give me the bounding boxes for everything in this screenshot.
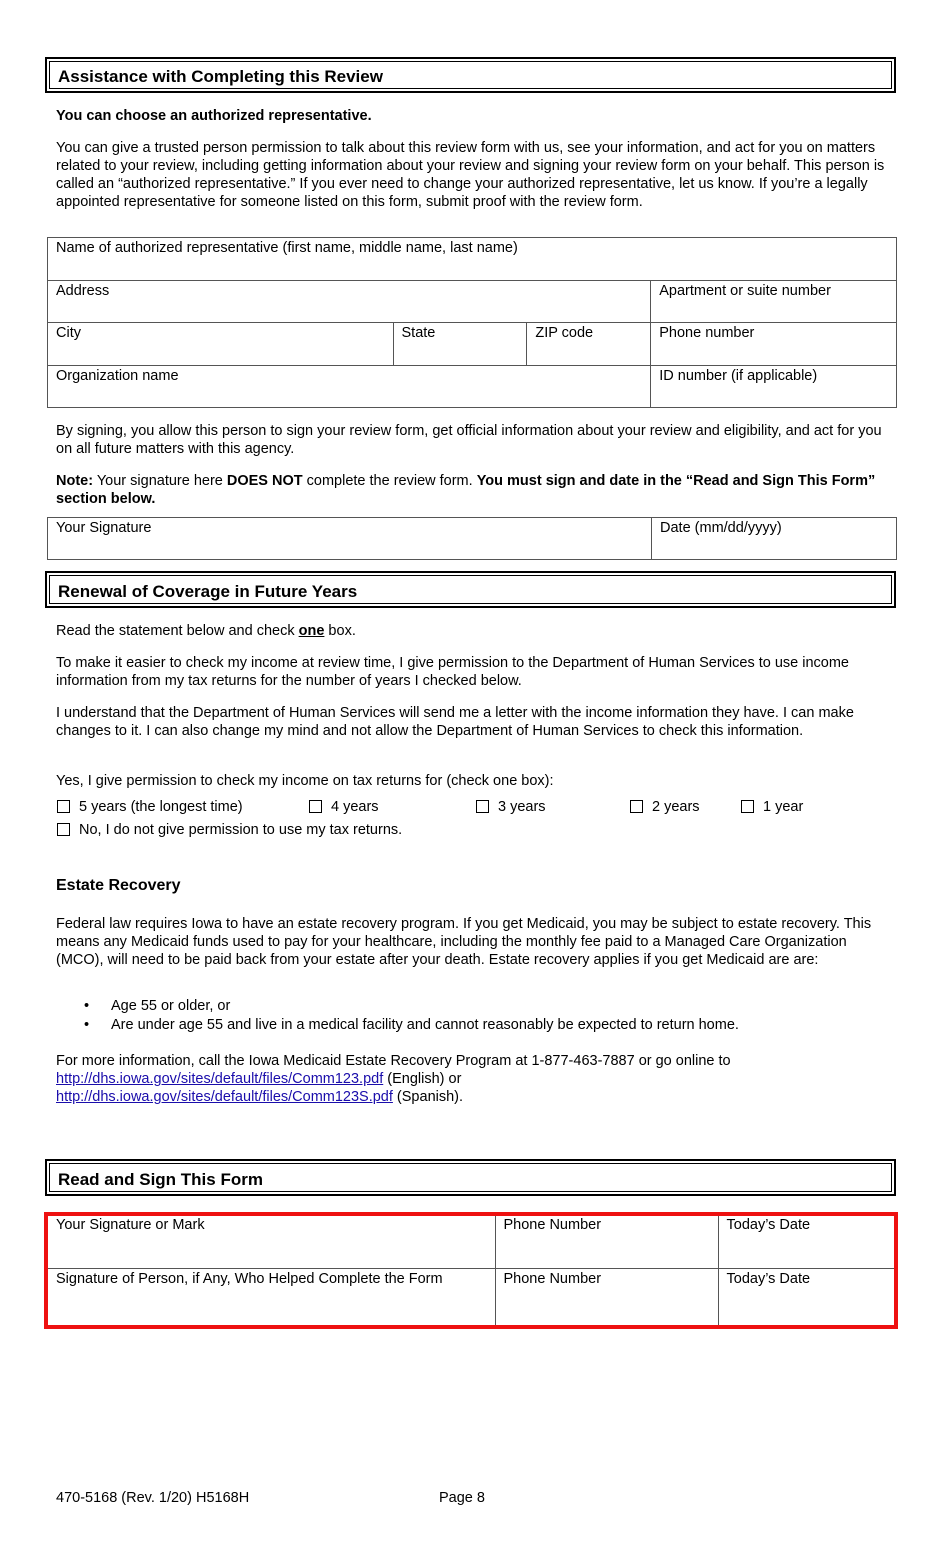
estate-bullet-list — [84, 997, 739, 1035]
option-3-years[interactable] — [476, 799, 546, 815]
rep-city-field[interactable]: City — [48, 323, 394, 366]
assist-section-title: Assistance with Completing this Review — [49, 61, 892, 89]
option-4-years[interactable] — [309, 799, 379, 815]
note-label: Note: — [56, 473, 94, 489]
option-4-years-label: 4 years — [331, 799, 379, 815]
estate-bullet-2: • Are under age 55 and live in a medical facility and cannot reasonably be expected to return home. — [84, 1016, 739, 1035]
renewal-p3: Yes, I give permission to check my income on tax returns for (check one box): — [56, 773, 554, 789]
checkbox-5-years[interactable] — [57, 800, 70, 813]
estate-title: Estate Recovery — [56, 877, 181, 894]
rep-signature-field[interactable]: Your Signature — [48, 518, 652, 560]
note-text-2: complete the review form. — [302, 473, 477, 489]
estate-bullet-1: • Age 55 or older, or — [84, 997, 739, 1016]
renewal-instruction-em: one — [298, 623, 325, 639]
note-bold-2: You must sign and date in the “Read and Sign This Form” section below. — [56, 473, 876, 507]
applicant-phone-field[interactable]: Phone Number — [495, 1215, 718, 1268]
signature-highlight-box — [44, 1212, 898, 1329]
rep-signature-table — [47, 517, 897, 560]
rep-address-field[interactable]: Address — [48, 281, 651, 323]
checkbox-3-years[interactable] — [476, 800, 489, 813]
checkbox-no-permission[interactable] — [57, 823, 70, 836]
note-paragraph — [56, 472, 896, 508]
form-id: 470-5168 (Rev. 1/20) H5168H — [56, 1490, 250, 1506]
checkbox-1-year[interactable] — [741, 800, 754, 813]
english-link-suffix: (English) or — [383, 1071, 462, 1087]
renewal-p1: To make it easier to check my income at review time, I give permission to the Department of Human Services to use income information from my tax returns for the number of years I checked below. — [56, 655, 849, 689]
assist-subhead: You can choose an authorized representative. — [56, 108, 372, 124]
rep-org-field[interactable]: Organization name — [48, 366, 651, 408]
renewal-section-header — [45, 571, 896, 608]
applicant-date-field[interactable]: Today’s Date — [718, 1215, 896, 1268]
estate-info — [56, 1052, 896, 1106]
option-no-permission-label: No, I do not give permission to use my tax returns. — [79, 822, 403, 838]
note-bold-1: DOES NOT — [226, 473, 303, 489]
renewal-p2: I understand that the Department of Human Services will send me a letter with the income information they have. I can make changes to it. I can also change my mind and not allow the Department of Human Services to check this information. — [56, 705, 854, 739]
applicant-signature-field[interactable]: Your Signature or Mark — [48, 1215, 495, 1268]
option-1-year[interactable] — [741, 799, 803, 815]
note-text-1: Your signature here — [93, 473, 227, 489]
checkbox-4-years[interactable] — [309, 800, 322, 813]
renewal-instruction-post: box. — [324, 623, 356, 639]
rep-info-table — [47, 237, 897, 408]
page-number: Page 8 — [439, 1490, 485, 1506]
option-5-years[interactable] — [57, 799, 243, 815]
option-5-years-label: 5 years (the longest time) — [79, 799, 243, 815]
option-2-years[interactable] — [630, 799, 700, 815]
rep-state-field[interactable]: State — [393, 323, 527, 366]
assist-section-header — [45, 57, 896, 93]
helper-phone-field[interactable]: Phone Number — [495, 1268, 718, 1325]
helper-signature-field[interactable]: Signature of Person, if Any, Who Helped Complete the Form — [48, 1268, 495, 1325]
signing-text: By signing, you allow this person to sign your review form, get official information about your review and eligibility, and act for you on all future matters with this agency. — [56, 423, 882, 457]
rep-id-field[interactable]: ID number (if applicable) — [651, 366, 897, 408]
rep-zip-field[interactable]: ZIP code — [527, 323, 651, 366]
rep-name-field[interactable]: Name of authorized representative (first name, middle name, last name) — [48, 238, 897, 281]
option-no-permission[interactable] — [57, 822, 402, 838]
estate-info-text: For more information, call the Iowa Medicaid Estate Recovery Program at 1-877-463-7887 or go online to — [56, 1053, 731, 1069]
estate-p1: Federal law requires Iowa to have an estate recovery program. If you get Medicaid, you may be subject to estate recovery. This means any Medicaid funds used to pay for your healthcare, including the monthly fee paid to a Managed Care Organization (MCO), will need to be paid back from your estate after your death. Estate recovery applies if you get Medicaid are are: — [56, 916, 872, 968]
assist-intro: You can give a trusted person permission to talk about this review form with us, see your information, and act for you on matters related to your review, including getting information about your review and signing your review form on your behalf. This person is called an “authorized representative.” If you ever need to change your authorized representative, let us know. If you’re a legally appointed representative for someone listed on this form, submit proof with the review form. — [56, 140, 885, 210]
rep-apartment-field[interactable]: Apartment or suite number — [651, 281, 897, 323]
renewal-instruction-pre: Read the statement below and check — [56, 623, 299, 639]
spanish-link-suffix: (Spanish). — [392, 1089, 464, 1105]
english-pdf-link[interactable]: http://dhs.iowa.gov/sites/default/files/Comm123.pdf — [56, 1071, 384, 1087]
option-2-years-label: 2 years — [652, 799, 700, 815]
spanish-pdf-link[interactable]: http://dhs.iowa.gov/sites/default/files/Comm123S.pdf — [56, 1089, 393, 1105]
checkbox-2-years[interactable] — [630, 800, 643, 813]
sign-section-header — [45, 1159, 896, 1196]
option-1-year-label: 1 year — [763, 799, 804, 815]
renewal-section-title: Renewal of Coverage in Future Years — [49, 575, 892, 604]
helper-date-field[interactable]: Today’s Date — [718, 1268, 896, 1325]
option-3-years-label: 3 years — [498, 799, 546, 815]
sign-section-title: Read and Sign This Form — [49, 1163, 892, 1192]
renewal-instruction — [56, 622, 896, 640]
rep-date-field[interactable]: Date (mm/dd/yyyy) — [652, 518, 897, 560]
rep-phone-field[interactable]: Phone number — [651, 323, 897, 366]
